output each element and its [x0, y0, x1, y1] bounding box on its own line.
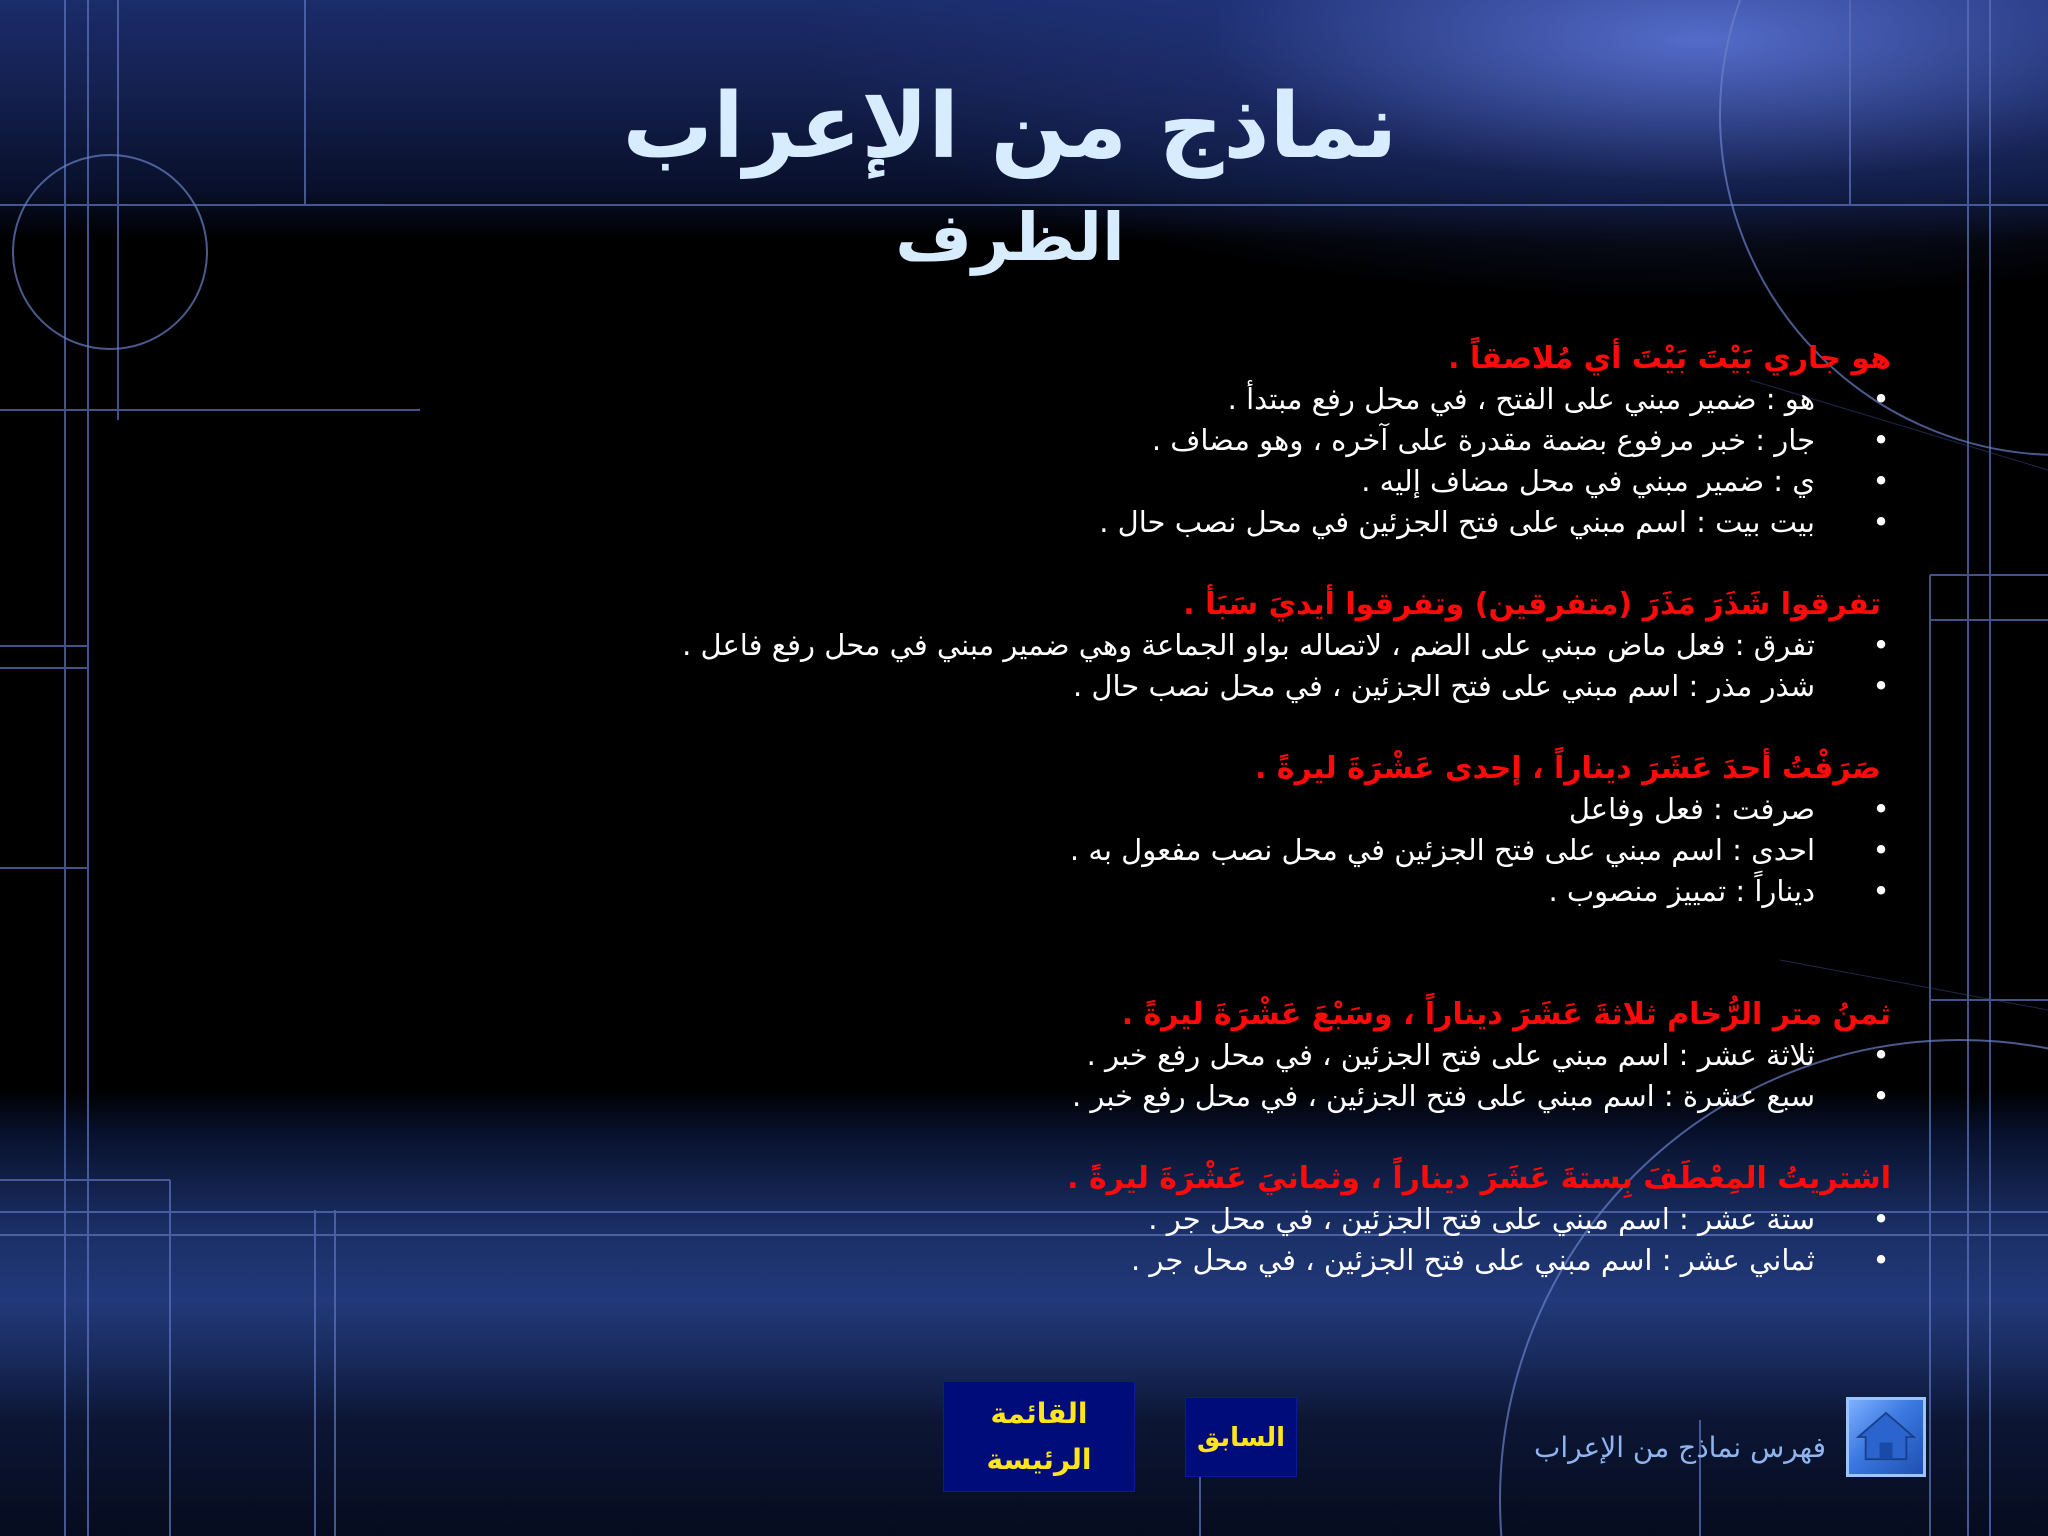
list-item: [391, 420, 1891, 461]
example-heading: صَرَفْتُ أحدَ عَشَرَ ديناراً ، إحدى عَشْرَةَ ليرةً .: [1254, 751, 1881, 786]
list-item: [391, 1240, 1891, 1281]
main-menu-label: [987, 1391, 1092, 1483]
example-heading: هو جاري بَيْتَ بَيْتَ أي مُلاصقاً .: [1448, 341, 1891, 376]
list-item: [391, 1076, 1891, 1117]
example-section-5: [391, 1158, 1891, 1281]
list-item-text: صرفت : فعل وفاعل: [1568, 792, 1815, 826]
list-item: [391, 502, 1891, 543]
slide-subtitle: الظرف: [895, 199, 1125, 276]
list-item-text: بيت بيت : اسم مبني على فتح الجزئين في محل نصب حال .: [1099, 505, 1815, 539]
home-button[interactable]: [1846, 1397, 1926, 1477]
bullet-marker: •: [1872, 833, 1890, 867]
list-item: [391, 379, 1891, 420]
home-icon: [1849, 1400, 1923, 1474]
list-item-text: ي : ضمير مبني في محل مضاف إليه .: [1361, 464, 1815, 498]
bullet-marker: •: [1872, 628, 1890, 662]
list-item: [391, 461, 1891, 502]
bullet-list: [391, 379, 1891, 543]
bullet-marker: •: [1872, 792, 1890, 826]
list-item-text: ثماني عشر : اسم مبني على فتح الجزئين ، في محل جر .: [1130, 1243, 1815, 1277]
bullet-marker: •: [1872, 423, 1890, 457]
list-item: [391, 789, 1891, 830]
list-item-text: جار : خبر مرفوع بضمة مقدرة على آخره ، وهو مضاف .: [1151, 423, 1815, 457]
bullet-marker: •: [1872, 1243, 1890, 1277]
list-item-text: سبع عشرة : اسم مبني على فتح الجزئين ، في محل رفع خبر .: [1071, 1079, 1815, 1113]
bullet-marker: •: [1872, 505, 1890, 539]
list-item-text: ديناراً : تمييز منصوب .: [1548, 874, 1815, 908]
bullet-list: [391, 789, 1891, 912]
list-item-text: هو : ضمير مبني على الفتح ، في محل رفع مبتدأ .: [1227, 382, 1815, 416]
main-menu-label-line2: الرئيسة: [986, 1442, 1092, 1476]
list-item: [391, 1199, 1891, 1240]
list-item: [391, 625, 1891, 666]
bullet-list: [391, 625, 1891, 707]
list-item: [391, 871, 1891, 912]
previous-button[interactable]: السابق: [1185, 1397, 1297, 1477]
example-heading: اشتريتُ المِعْطَفَ بِستةَ عَشَرَ ديناراً ، وثمانيَ عَشْرَةَ ليرةً .: [1067, 1161, 1891, 1196]
example-section-4: [391, 994, 1891, 1117]
bullet-marker: •: [1872, 1202, 1890, 1236]
list-item: [391, 830, 1891, 871]
main-menu-label-line1: القائمة: [990, 1396, 1088, 1430]
list-item-text: تفرق : فعل ماض مبني على الضم ، لاتصاله بواو الجماعة وهي ضمير مبني في محل رفع فاعل .: [682, 628, 1815, 662]
examples-content: [391, 338, 1891, 1281]
example-heading: تفرقوا شَذَرَ مَذَرَ (متفرقين) وتفرقوا أيديَ سَبَأ .: [1183, 587, 1881, 622]
list-item-text: ثلاثة عشر : اسم مبني على فتح الجزئين ، في محل رفع خبر .: [1086, 1038, 1815, 1072]
bullet-marker: •: [1872, 1079, 1890, 1113]
list-item: [391, 666, 1891, 707]
bullet-marker: •: [1872, 874, 1890, 908]
bullet-list: [391, 1035, 1891, 1117]
index-link[interactable]: فهرس نماذج من الإعراب: [1533, 1431, 1826, 1464]
bullet-list: [391, 1199, 1891, 1281]
bullet-marker: •: [1872, 464, 1890, 498]
main-menu-button[interactable]: [943, 1381, 1135, 1492]
list-item-text: احدى : اسم مبني على فتح الجزئين في محل نصب مفعول به .: [1069, 833, 1815, 867]
example-section-3: [391, 748, 1891, 912]
example-section-2: [391, 584, 1891, 707]
bullet-marker: •: [1872, 669, 1890, 703]
slide-title: نماذج من الإعراب: [622, 74, 1398, 179]
bullet-marker: •: [1872, 1038, 1890, 1072]
example-heading: ثمنُ متر الرُّخام ثلاثةَ عَشَرَ ديناراً ، وسَبْعَ عَشْرَةَ ليرةً .: [1121, 997, 1891, 1032]
example-section-1: [391, 338, 1891, 543]
list-item-text: ستة عشر : اسم مبني على فتح الجزئين ، في محل جر .: [1148, 1202, 1815, 1236]
bullet-marker: •: [1872, 382, 1890, 416]
list-item: [391, 1035, 1891, 1076]
list-item-text: شذر مذر : اسم مبني على فتح الجزئين ، في محل نصب حال .: [1072, 669, 1815, 703]
